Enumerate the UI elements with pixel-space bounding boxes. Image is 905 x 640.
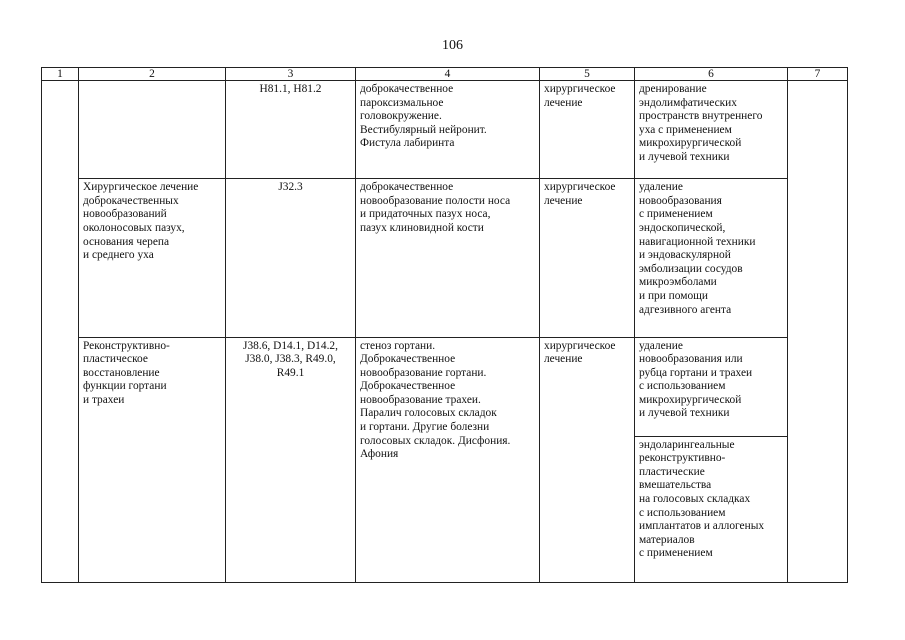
treatment-type-cell: хирургическое лечение: [540, 337, 635, 583]
treatment-type-cell: хирургическое лечение: [540, 179, 635, 337]
page-number: 106: [442, 38, 463, 53]
medical-procedures-table: [41, 67, 848, 583]
header-cell: 4: [356, 68, 540, 81]
procedure-group-cell: [79, 81, 226, 179]
treatment-type-cell: хирургическое лечение: [540, 81, 635, 179]
method-cell: удаление новообразования или рубца гортани и трахеи с использованием микрохирургической и лучевой техники: [635, 337, 788, 436]
header-cell: 6: [635, 68, 788, 81]
table-row: [42, 337, 848, 436]
procedure-group-cell: Хирургическое лечение доброкачественных новообразований околоносовых пазух, основания черепа и среднего уха: [79, 179, 226, 337]
header-cell: 3: [226, 68, 356, 81]
method-cell: эндоларингеальные реконструктивно- пластические вмешательства на голосовых складках с использованием имплантатов и аллогеных материалов с применением: [635, 436, 788, 582]
col1-cell: [42, 81, 79, 583]
header-cell: 2: [79, 68, 226, 81]
header-cell: 7: [788, 68, 848, 81]
col7-cell: [788, 81, 848, 583]
icd-codes-cell: J32.3: [226, 179, 356, 337]
procedure-group-cell: Реконструктивно- пластическое восстановление функции гортани и трахеи: [79, 337, 226, 583]
diagnosis-cell: доброкачественное пароксизмальное головокружение. Вестибулярный нейронит. Фистула лабиринта: [356, 81, 540, 179]
column-number-row: [42, 68, 848, 81]
method-cell: удаление новообразования с применением эндоскопической, навигационной техники и эндоваскулярной эмболизации сосудов микроэмболами и при помощи адгезивного агента: [635, 179, 788, 337]
diagnosis-cell: стеноз гортани. Доброкачественное новообразование гортани. Доброкачественное новообразование трахеи. Паралич голосовых складок и гортани. Другие болезни голосовых складок. Дисфония. Афония: [356, 337, 540, 583]
table-row: [42, 81, 848, 179]
diagnosis-cell: доброкачественное новообразование полости носа и придаточных пазух носа, пазух клиновидной кости: [356, 179, 540, 337]
header-cell: 1: [42, 68, 79, 81]
table-row: [42, 179, 848, 337]
icd-codes-cell: H81.1, H81.2: [226, 81, 356, 179]
method-cell: дренирование эндолимфатических пространств внутреннего уха с применением микрохирургической и лучевой техники: [635, 81, 788, 179]
header-cell: 5: [540, 68, 635, 81]
icd-codes-cell: J38.6, D14.1, D14.2, J38.0, J38.3, R49.0, R49.1: [226, 337, 356, 583]
